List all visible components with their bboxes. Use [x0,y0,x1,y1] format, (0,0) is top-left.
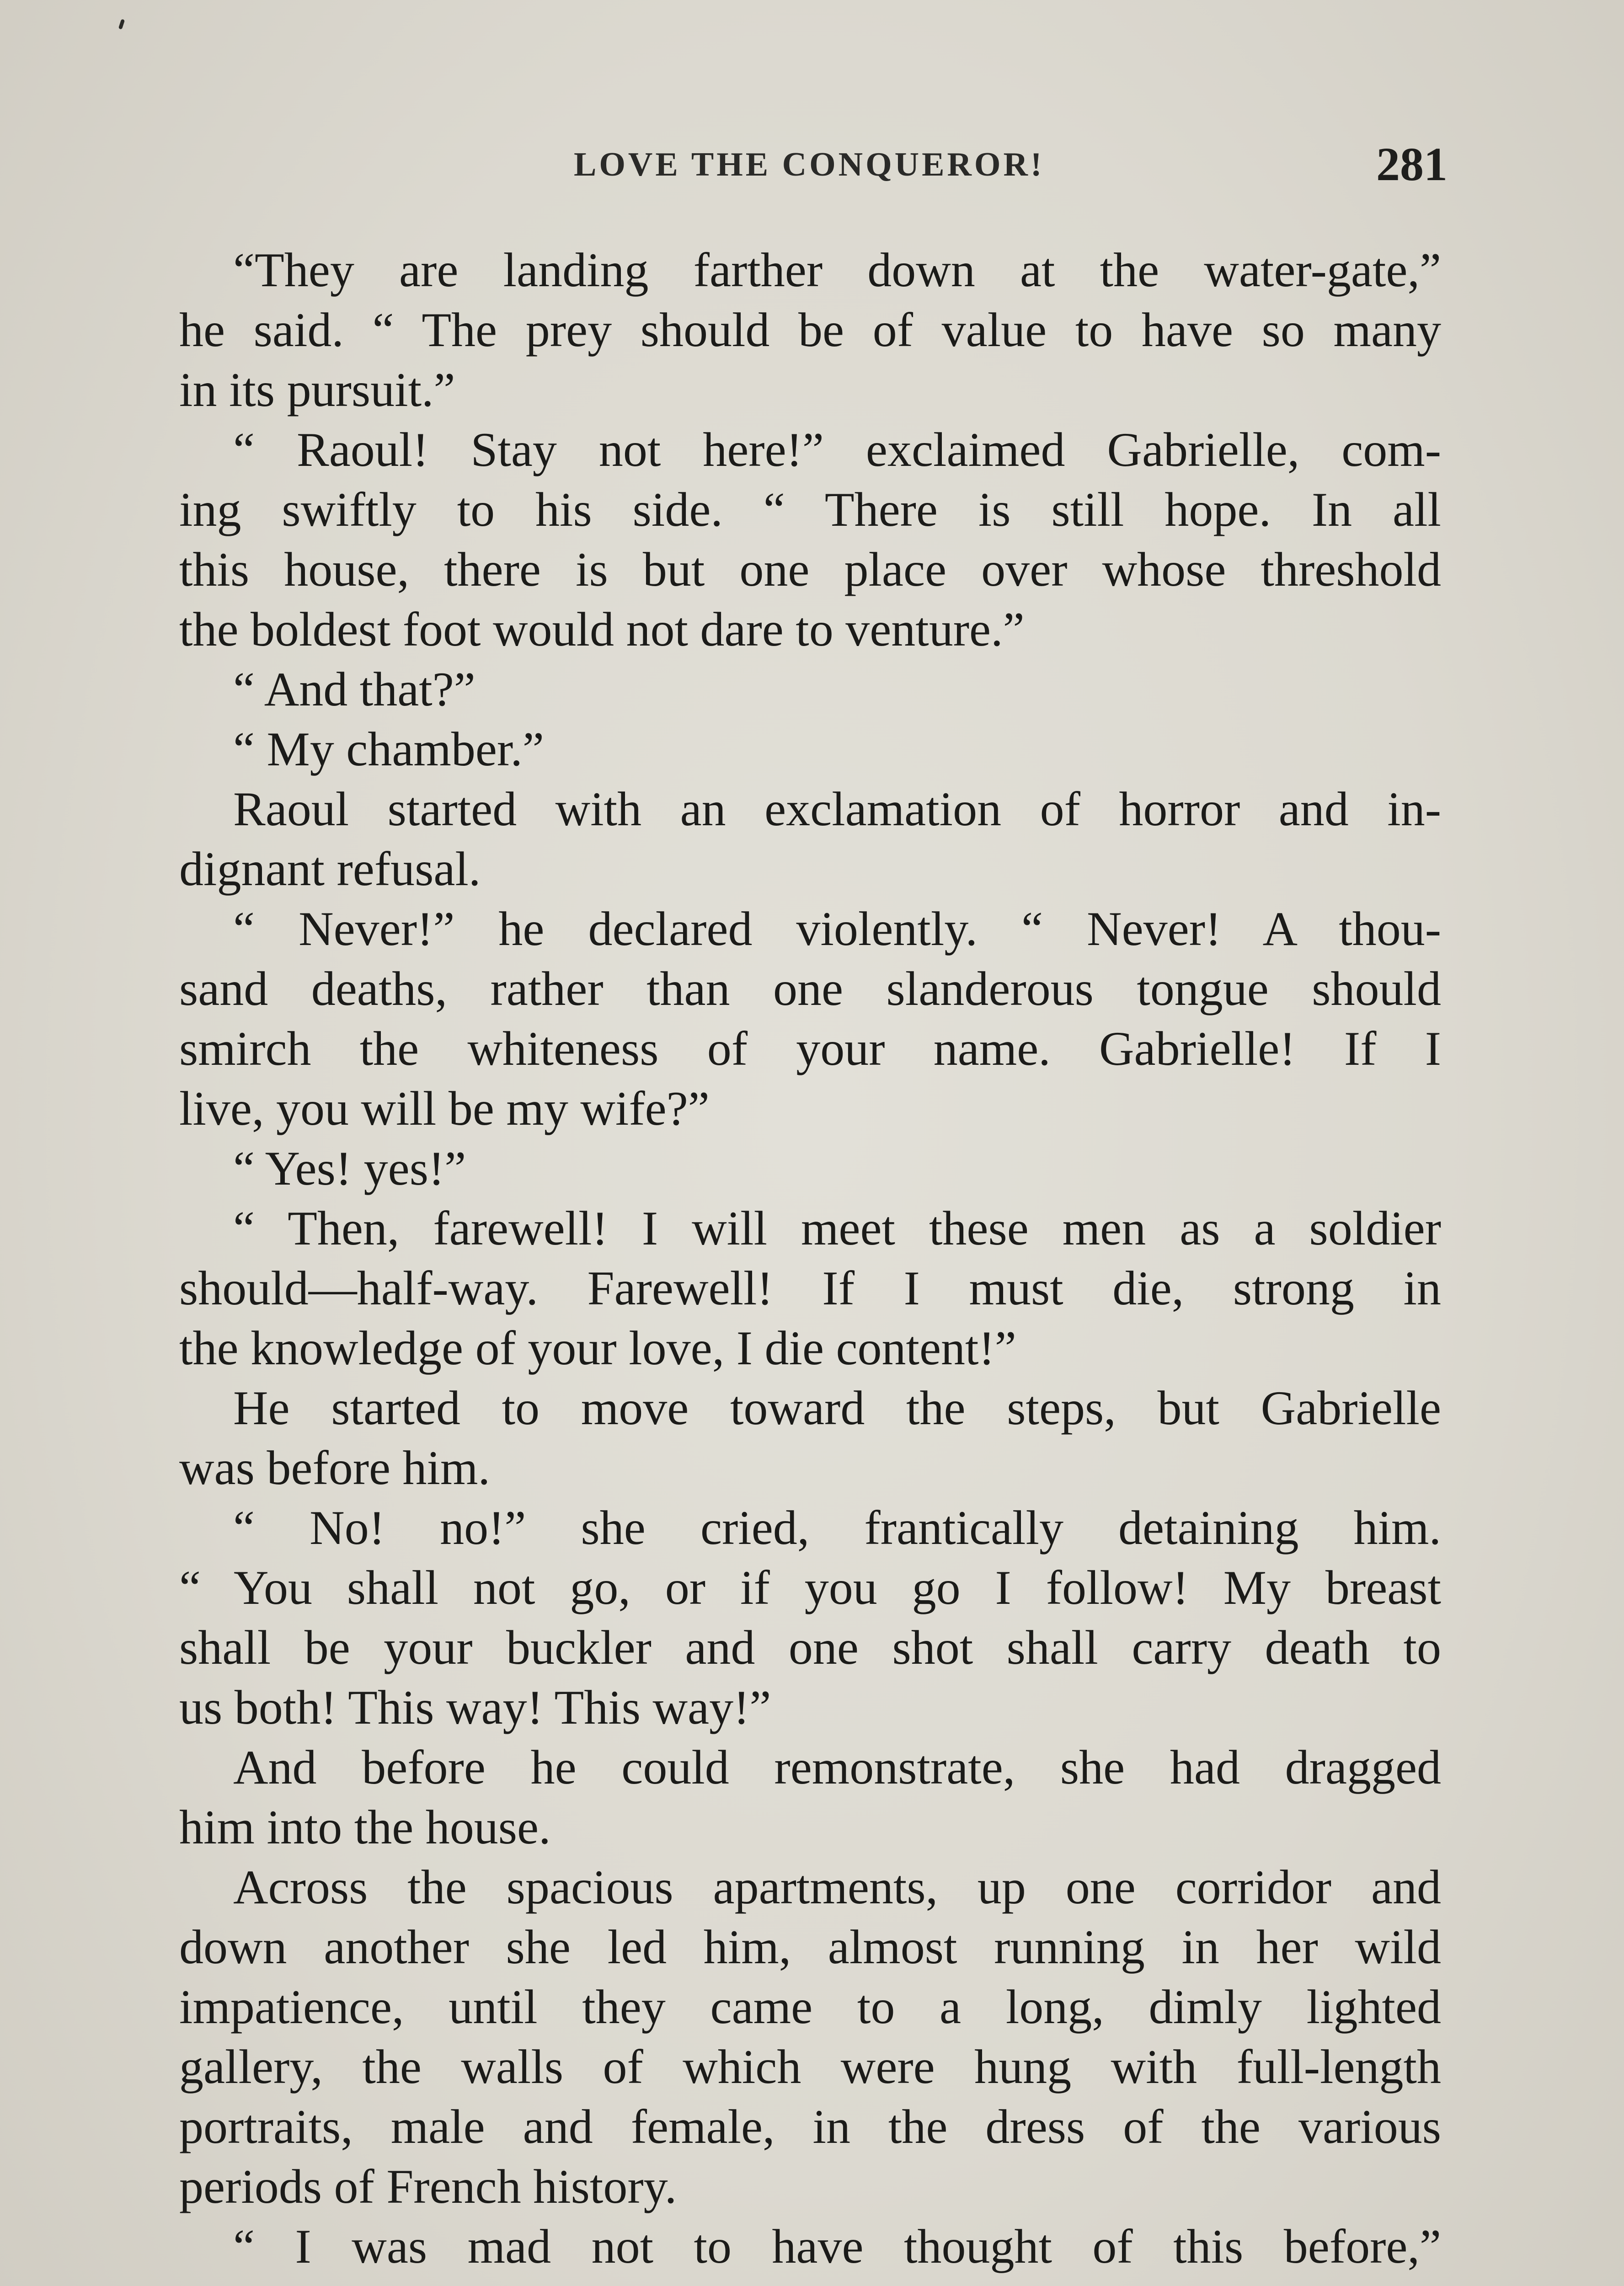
text-line: Across the spacious apartments, up one corridor and [233,1860,1441,1914]
text-line: “ I was mad not to have thought of this before,” [233,2220,1441,2273]
text-line: should—half-way. Farewell! If I must die, strong in [179,1261,1441,1315]
text-line: “ And that?” [233,662,475,716]
text-line: And before he could remonstrate, she had dragged [233,1741,1441,1794]
text-line: He started to move toward the steps, but Gabrielle [233,1381,1441,1435]
text-line: “ No! no!” she cried, frantically detaining him. [233,1501,1441,1554]
text-line: impatience, until they came to a long, dimly lighted [179,1980,1441,2034]
text-line: gallery, the walls of which were hung with full-length [179,2040,1441,2094]
text-line: was before him. [179,1441,490,1495]
text-line: sand deaths, rather than one slanderous tongue should [179,962,1441,1015]
text-line: shall be your buckler and one shot shall carry death to [179,1621,1441,1674]
body-text [179,240,1441,2276]
text-line: “ You shall not go, or if you go I follow! My breast [179,1561,1441,1614]
text-line: portraits, male and female, in the dress of the various [179,2100,1441,2153]
text-line: “ Then, farewell! I will meet these men as a soldier [233,1202,1441,1255]
text-line: he said. “ The prey should be of value to have so many [179,303,1441,357]
text-line: us both! This way! This way!” [179,1681,771,1734]
text-line: live, you will be my wife?” [179,1082,710,1135]
running-head: LOVE THE CONQUEROR! [574,146,1045,183]
text-line: “ Yes! yes!” [233,1142,466,1195]
text-line: the boldest foot would not dare to venture.” [179,603,1025,656]
text-line: dignant refusal. [179,842,481,896]
page-number: 281 [1376,138,1448,191]
text-line: the knowledge of your love, I die content!” [179,1321,1016,1375]
text-line: ing swiftly to his side. “ There is still hope. In all [179,483,1441,536]
text-line: in its pursuit.” [179,363,455,417]
text-line: “ Raoul! Stay not here!” exclaimed Gabrielle, com- [233,423,1441,476]
text-line: down another she led him, almost running in her wild [179,1920,1441,1974]
ink-speck [118,19,125,29]
text-line: smirch the whiteness of your name. Gabrielle! If I [179,1022,1441,1075]
text-line: him into the house. [179,1800,551,1854]
text-line: “ Never!” he declared violently. “ Never! A thou- [233,902,1441,956]
text-line: “They are landing farther down at the water-gate,” [233,243,1441,297]
text-line: this house, there is but one place over whose threshold [179,543,1441,596]
text-line: “ My chamber.” [233,722,544,776]
text-line: periods of French history. [179,2160,677,2213]
text-line: Raoul started with an exclamation of horror and in- [233,782,1441,836]
